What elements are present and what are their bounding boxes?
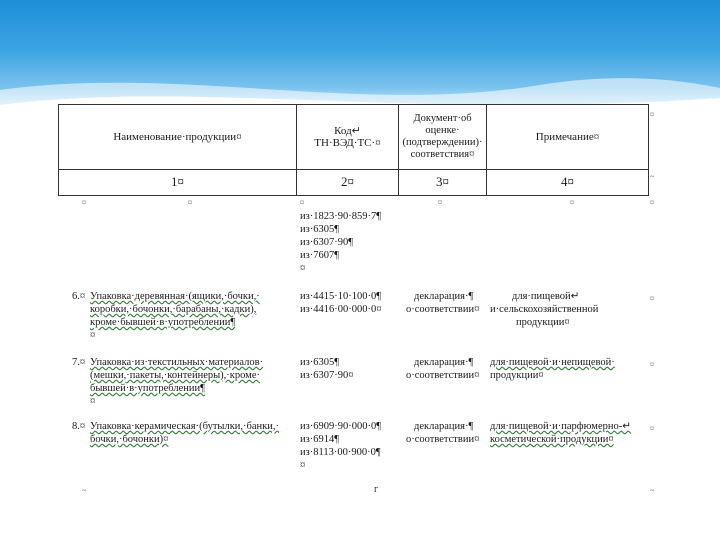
cell-mark: ¤ bbox=[188, 198, 192, 207]
cell-mark: ¤ bbox=[438, 198, 442, 207]
codes-prev: из·1823·90·859·7¶ из·6305¶ из·6307·90¶ из·7607¶ ¤ bbox=[300, 211, 382, 274]
row-6-codes: из·4415·10·100·0¶ из·4416·00·000·0¤ bbox=[300, 291, 382, 315]
row-8-num: 8.¤ bbox=[72, 421, 86, 432]
header-document: Документ·об оценке· (подтверждении)· соответствия¤ bbox=[399, 105, 487, 170]
row-end-mark: ¤ bbox=[650, 110, 654, 119]
header-product-name: Наименование·продукции¤ bbox=[59, 105, 297, 170]
cell-mark: ¤ bbox=[650, 198, 654, 207]
row-end-mark: ¤ bbox=[650, 360, 654, 369]
header-num-3: 3¤ bbox=[399, 169, 487, 195]
cell-mark: ¤ bbox=[300, 198, 304, 207]
row-8-codes: из·6909·90·000·0¶ из·6914¶ из·8113·00·900·0¶ ¤ bbox=[300, 421, 382, 471]
row-7-note: для·пищевой·и·непищевой· продукции¤ bbox=[490, 357, 615, 381]
row-end-mark: ¤ bbox=[650, 294, 654, 303]
row-7-doc: декларация·¶ о·соответствии¤ bbox=[406, 357, 480, 381]
row-end-mark: ¤ bbox=[650, 424, 654, 433]
document-page bbox=[58, 104, 662, 494]
header-code: Код↵ ТН·ВЭД·ТС·¤ bbox=[297, 105, 399, 170]
bottom-mark: ~ bbox=[82, 486, 87, 495]
header-num-4: 4¤ bbox=[487, 169, 649, 195]
bottom-corner-mark: г bbox=[374, 484, 379, 495]
row-7-codes: из·6305¶ из·6307·90¤ bbox=[300, 357, 354, 381]
row-7-name: Упаковка·из·текстильных·материалов· (мешки,·пакеты,·контейнеры),·кроме· бывшей·в·употреблении¶ ¤ bbox=[90, 357, 264, 407]
row-8-note: для·пищевой·и·парфюмерно-↵ косметической·продукции¤ bbox=[490, 421, 632, 445]
row-6-num: 6.¤ bbox=[72, 291, 86, 302]
cell-mark: ¤ bbox=[82, 198, 86, 207]
cell-mark: ¤ bbox=[570, 198, 574, 207]
row-end-mark: ~ bbox=[650, 172, 655, 181]
header-num-1: 1¤ bbox=[59, 169, 297, 195]
header-num-2: 2¤ bbox=[297, 169, 399, 195]
row-8-doc: декларация·¶ о·соответствии¤ bbox=[406, 421, 480, 445]
row-7-num: 7.¤ bbox=[72, 357, 86, 368]
row-6-name: Упаковка·деревянная·(ящики,·бочки,· коробки,·бочонки,·барабаны,·кадки), кроме·бывшей·в·употреблении¶ ¤ bbox=[90, 291, 260, 341]
slide-header-banner bbox=[0, 0, 720, 110]
row-6-note: для·пищевой↵ и·сельскохозяйственной продукции¤ bbox=[490, 291, 599, 328]
table-header bbox=[58, 104, 649, 196]
header-note: Примечание¤ bbox=[487, 105, 649, 170]
row-6-doc: декларация·¶ о·соответствии¤ bbox=[406, 291, 480, 315]
bottom-mark: ~ bbox=[650, 486, 655, 495]
row-8-name: Упаковка·керамическая·(бутылки,·банки,· бочки,·бочонки)¤ bbox=[90, 421, 280, 445]
